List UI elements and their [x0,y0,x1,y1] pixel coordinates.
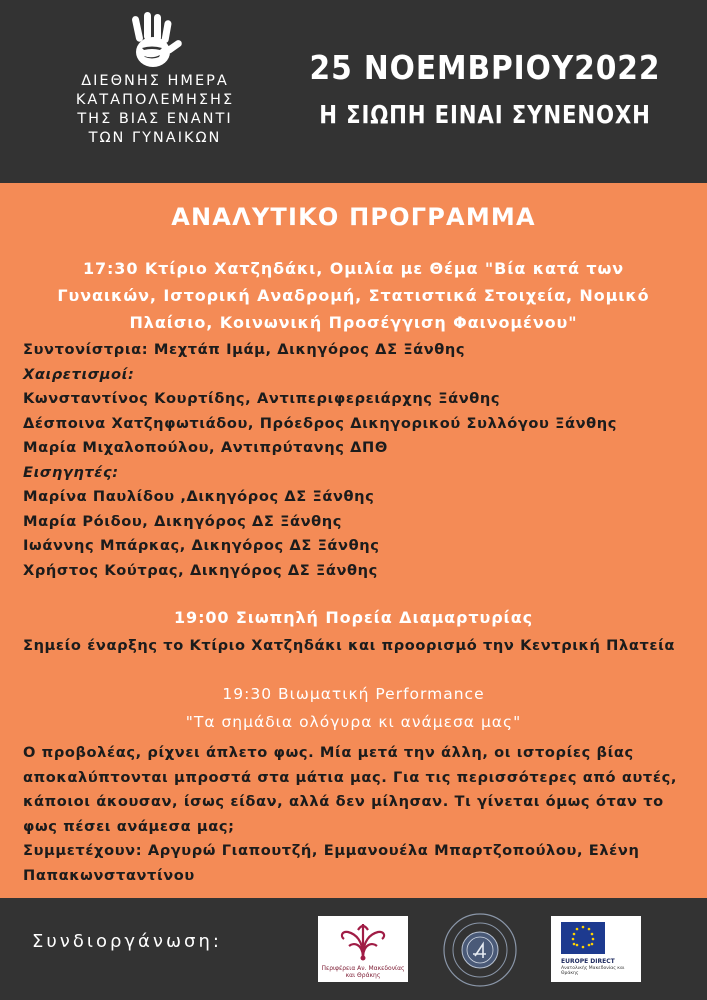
session3-title: 19:30 Βιωματική Performance [222,685,485,703]
greeting-item: Κωνσταντίνος Κουρτίδης, Αντιπεριφερειάρχης Ξάνθης [23,390,501,407]
region-logo-caption-line: Περιφέρεια Αν. Μακεδονίας [321,965,405,972]
speaker-item: Μαρίνα Παυλίδου ,Δικηγόρος ΔΣ Ξάνθης [23,488,375,505]
greeting-item: Δέσποινα Χατζηφωτιάδου, Πρόεδρος Δικηγορικού Συλλόγου Ξάνθης [23,415,618,432]
org-title-line: ΤΗΣ ΒΙΑΣ ΕΝΑΝΤΙ [77,111,233,127]
speakers-label: Εισηγητές: [23,464,119,481]
speaker-item: Ιωάννης Μπάρκας, Δικηγόρος ΔΣ Ξάνθης [23,537,380,554]
session2-title: 19:00 Σιωπηλή Πορεία Διαμαρτυρίας [174,608,533,627]
region-logo-caption [318,965,408,979]
moderator-line: Συντονίστρια: Μεχτάπ Ιμάμ, Δικηγόρος ΔΣ Ξάνθης [23,341,466,358]
bar-association-seal-icon [440,910,520,990]
session3-subtitle: "Τα σημάδια ολόγυρα κι ανάμεσα μας" [185,713,522,731]
event-date: 25 ΝΟΕΜΒΡΙΟΥ2022 [309,48,661,87]
participants-line: Παπακωνσταντίνου [23,867,195,884]
region-logo-icon [318,916,408,966]
speaker-item: Μαρία Ρόιδου, Δικηγόρος ΔΣ Ξάνθης [23,513,343,530]
speaker-item: Χρήστος Κούτρας, Δικηγόρος ΔΣ Ξάνθης [23,562,378,579]
event-slogan: Η ΣΙΩΠΗ ΕΙΝΑΙ ΣΥΝΕΝΟΧΗ [319,100,651,129]
org-title-line: ΚΑΤΑΠΟΛΕΜΗΣΗΣ [75,92,235,108]
organization-title [55,72,255,148]
session2-details: Σημείο έναρξης το Κτίριο Χατζηδάκι και προορισμό την Κεντρική Πλατεία [23,637,676,654]
program-title: ΑΝΑΛΥΤΙΚΟ ΠΡΟΓΡΑΜΜΑ [171,203,536,231]
europe-direct-caption: EUROPE DIRECT [561,958,615,965]
session3-description-line: Ο προβολέας, ρίχνει άπλετο φως. Μία μετά την άλλη, οι ιστορίες βίας [23,744,634,761]
session1-title-line: Πλαίσιο, Κοινωνική Προσέγγιση Φαινομένου" [129,313,578,332]
region-logo [318,916,408,982]
header [0,0,707,183]
program-section [0,183,707,898]
hand-print-icon [122,12,186,72]
session3-description-line: αποκαλύπτονται μπροστά στα μάτια μας. Για τις περισσότερες από αυτές, [23,769,677,786]
session3-description-line: φως πέσει ανάμεσα μας; [23,818,235,835]
participants-line: Συμμετέχουν: Αργυρώ Γιαπουτζή, Εμμανουέλα Μπαρτζοπούλου, Ελένη [23,842,640,859]
session1-title-line: 17:30 Κτίριο Χατζηδάκι, Ομιλία με Θέμα "Βία κατά των [82,259,625,278]
session3-description-line: κάποιοι άκουσαν, ίσως είδαν, αλλά δεν μίλησαν. Τι γίνεται όμως όταν το [23,793,664,810]
region-logo-caption-line: και Θράκης [345,972,381,979]
co-organizers-label: Συνδιοργάνωση: [32,931,222,952]
session1-title-line: Γυναικών, Ιστορική Αναδρομή, Στατιστικά Στοιχεία, Νομικό [57,286,650,305]
org-title-line: ΤΩΝ ΓΥΝΑΙΚΩΝ [88,130,222,146]
org-title-line: ΔΙΕΘΝΗΣ ΗΜΕΡΑ [81,73,229,89]
footer [0,898,707,1000]
europe-direct-logo-icon [551,916,641,956]
greeting-item: Μαρία Μιχαλοπούλου, Αντιπρύτανης ΔΠΘ [23,439,388,456]
europe-direct-logo [551,916,641,982]
europe-direct-subcaption: Ανατολικής Μακεδονίας και Θράκης [561,966,625,976]
greetings-label: Χαιρετισμοί: [23,366,135,383]
